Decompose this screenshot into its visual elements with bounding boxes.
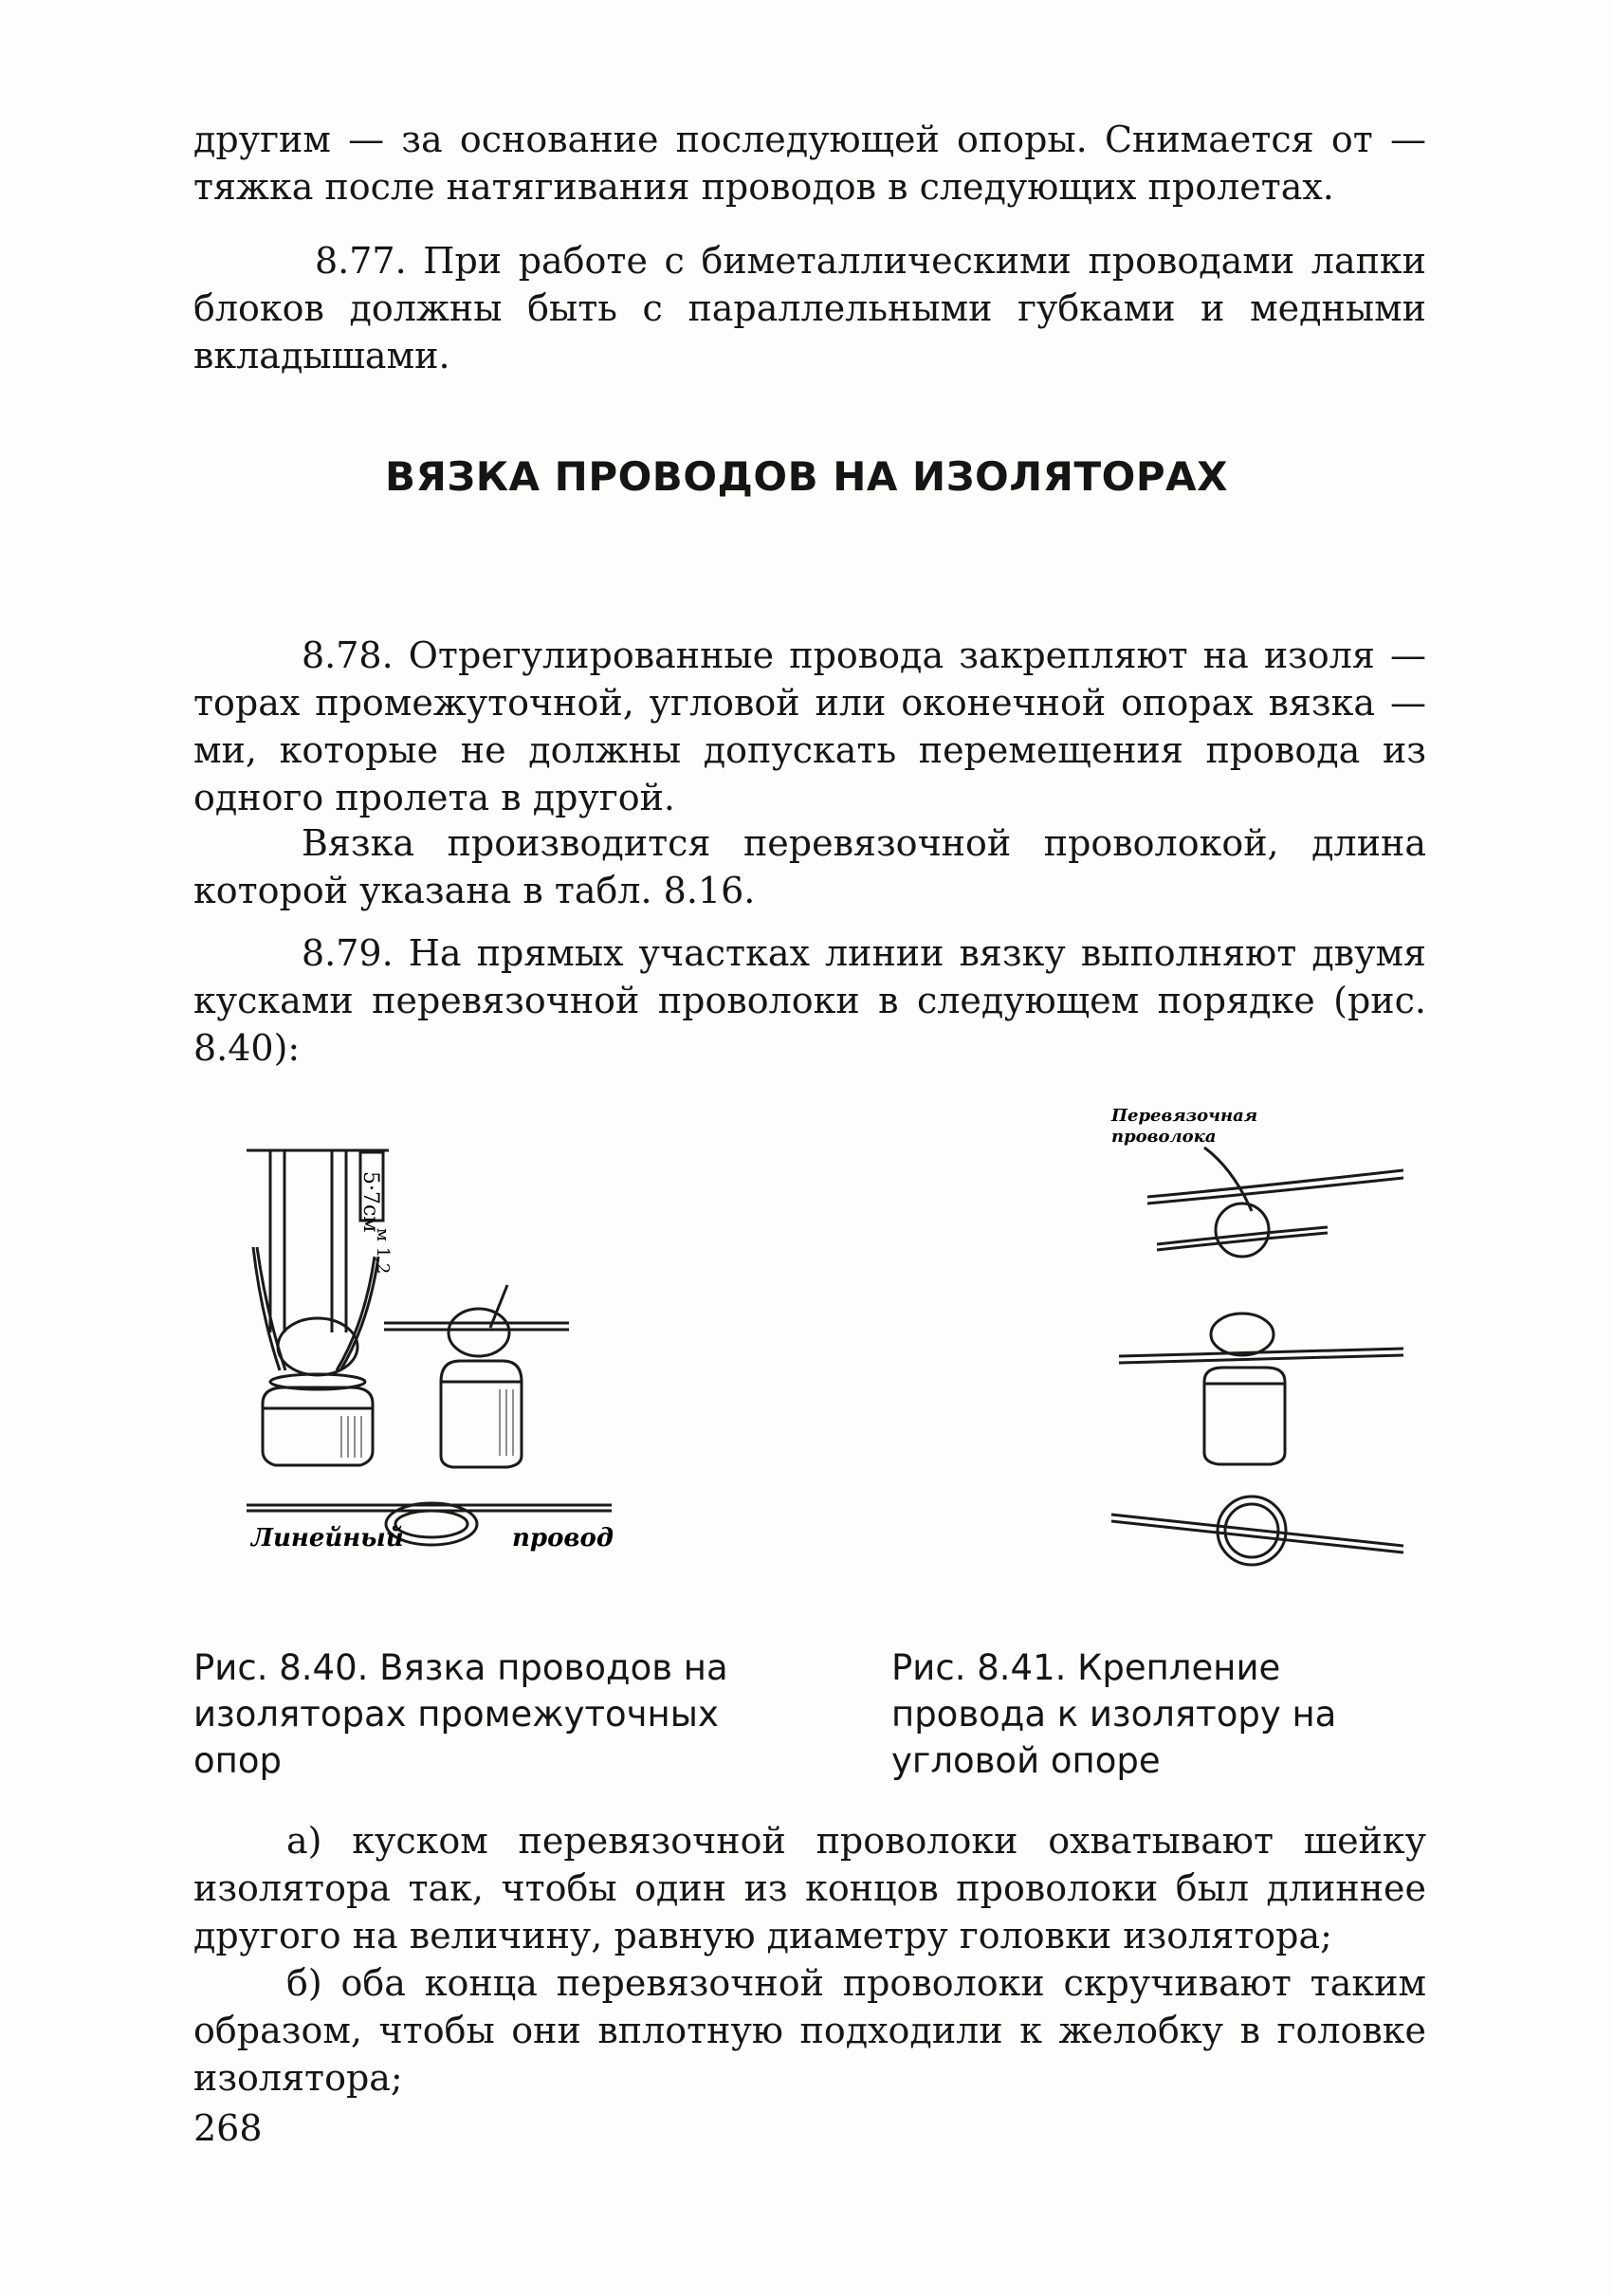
paragraph-8-77: 8.77. При работе с биметаллическими проводами лапки блоков должны быть с параллельными губками и медными вкладышами.	[193, 240, 1426, 377]
paragraph-tie-wire: Вязка производится перевязочной проволокой, длина которой указана в табл. 8.16.	[193, 822, 1426, 911]
section-heading: ВЯЗКА ПРОВОДОВ НА ИЗОЛЯТОРАХ	[385, 453, 1228, 500]
paragraph-8-78: 8.78. Отрегулированные провода закрепляют на изоля — торах промежуточной, угловой или оконечной опорах вязка — ми, которые не должны допускать перемещения провода из одного пролета в другой.	[193, 634, 1426, 818]
paragraph-8-79: 8.79. На прямых участках линии вязку выполняют двумя кусками перевязочной проволоки в следующем порядке (рис. 8.40):	[193, 932, 1426, 1069]
paragraph-continuation: другим — за основание последующей опоры. Снимается от — тяжка после натягивания проводов в следующих пролетах.	[193, 119, 1426, 208]
figure-8-40-caption: Рис. 8.40. Вязка проводов на изоляторах промежуточных опор	[193, 1647, 728, 1781]
dimension-label-secondary: м 1,2	[373, 1228, 393, 1275]
page-number: 268	[193, 2107, 263, 2149]
paragraph-step-a: а) куском перевязочной проволоки охватывают шейку изолятора так, чтобы один из концов проволоки был длиннее другого на величину, равную диаметру головки изолятора;	[193, 1820, 1426, 1956]
tie-wire-label-line1: Перевязочная	[1111, 1106, 1258, 1126]
paragraph-step-b: б) оба конца перевязочной проволоки скручивают таким образом, чтобы они вплотную подходили к желобку в головке изолятора;	[193, 1962, 1426, 2099]
figure-8-40-drawing	[242, 1133, 640, 1570]
figure-8-41-caption: Рис. 8.41. Крепление провода к изолятору на угловой опоре	[891, 1647, 1337, 1781]
dimension-label: 5·7см	[358, 1171, 382, 1233]
wire-label-right: провод	[512, 1524, 614, 1552]
wire-label-left: Линейный	[251, 1524, 404, 1552]
figure-8-41-drawing	[1100, 1102, 1422, 1586]
tie-wire-label-line2: проволока	[1111, 1127, 1217, 1147]
